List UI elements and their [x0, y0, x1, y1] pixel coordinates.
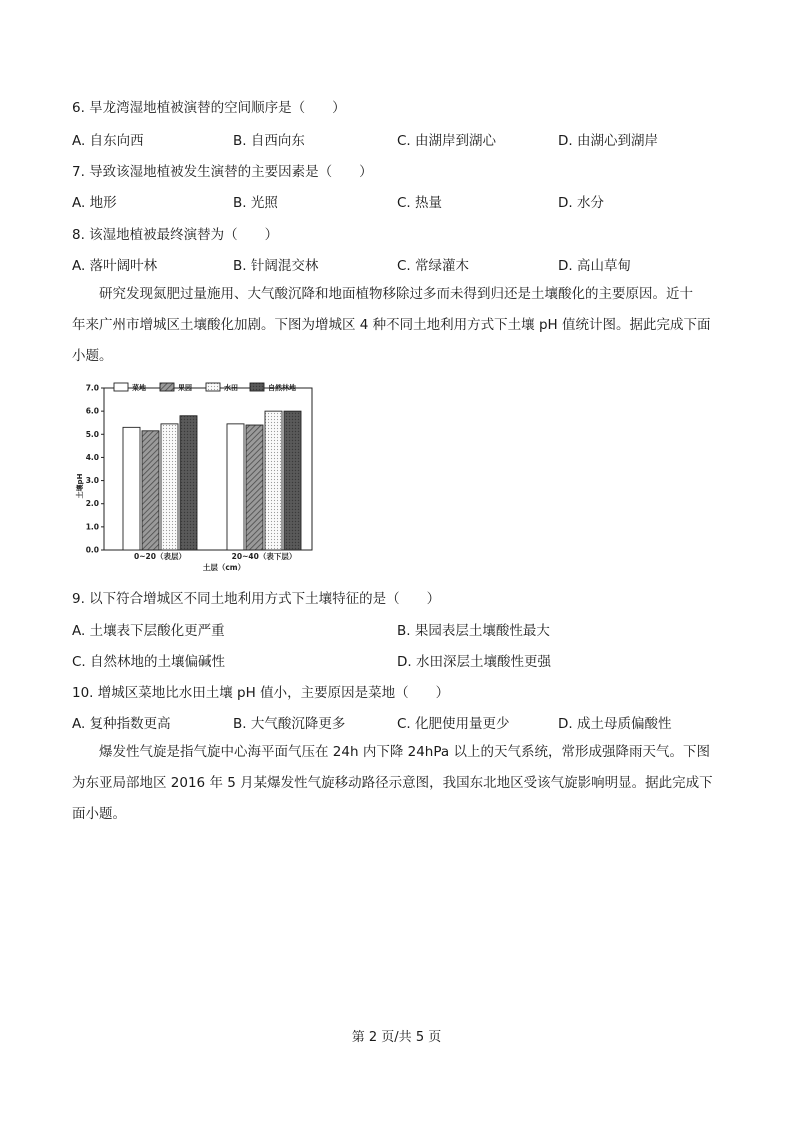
page-number-footer: 第 2 页/共 5 页: [351, 1030, 442, 1045]
question-8-option-a: A. 落叶阔叶林: [72, 258, 158, 274]
y-tick-label: 1.0: [85, 522, 99, 532]
question-7-option-d: D. 水分: [558, 195, 604, 211]
passage-2-line: 爆发性气旋是指气旋中心海平面气压在 24h 内下降 24hPa 以上的天气系统，常形成强降雨天气。下图: [99, 744, 710, 760]
y-tick-label: 2.0: [85, 499, 99, 509]
question-10-option-d: D. 成土母质偏酸性: [558, 716, 672, 732]
soil-ph-bar-chart: [72, 376, 332, 576]
passage-soil-acidification: [72, 279, 722, 372]
legend-label: 水田: [224, 384, 238, 392]
bar-3-group-2: [265, 411, 282, 550]
legend-swatch: [160, 383, 174, 391]
question-9-option-d: D. 水田深层土壤酸性更强: [397, 654, 551, 670]
legend-swatch: [114, 383, 128, 391]
question-6-option-b: B. 自西向东: [233, 133, 305, 149]
question-9-option-a: A. 土壤表下层酸化更严重: [72, 623, 225, 639]
passage-cyclone: [72, 737, 722, 830]
passage-2-line: 面小题。: [72, 806, 126, 822]
question-7-option-b: B. 光照: [233, 195, 278, 211]
bar-2-group-1: [142, 431, 159, 550]
question-8-option-b: B. 针阔混交林: [233, 258, 319, 274]
x-category-label: 0~20（表层）: [134, 552, 186, 561]
y-tick-label: 7.0: [85, 383, 99, 393]
legend-label: 果园: [178, 384, 192, 392]
passage-1-line: 小题。: [72, 348, 113, 364]
question-7-stem: 7. 导致该湿地植被发生演替的主要因素是（ ）: [72, 164, 373, 180]
question-6-option-c: C. 由湖岸到湖心: [397, 133, 497, 149]
question-8-option-c: C. 常绿灌木: [397, 258, 470, 274]
bar-4-group-1: [180, 416, 197, 550]
y-tick-label: 0.0: [85, 545, 99, 555]
bar-1-group-2: [227, 424, 244, 550]
y-tick-label: 6.0: [85, 406, 99, 416]
bar-3-group-1: [161, 424, 178, 550]
legend-label: 菜地: [132, 384, 146, 392]
question-10-option-a: A. 复种指数更高: [72, 716, 171, 732]
question-8-option-d: D. 高山草甸: [558, 258, 631, 274]
passage-1-line: 年来广州市增城区土壤酸化加剧。下图为增城区 4 种不同土地利用方式下土壤 pH 值统计图。据此完成下面: [72, 317, 711, 333]
y-tick-label: 3.0: [85, 476, 99, 486]
bar-2-group-2: [246, 425, 263, 550]
question-9-stem: 9. 以下符合增城区不同土地利用方式下土壤特征的是（ ）: [72, 591, 441, 607]
question-7-option-a: A. 地形: [72, 195, 117, 211]
question-6-option-d: D. 由湖心到湖岸: [558, 133, 658, 149]
bar-4-group-2: [284, 411, 301, 550]
passage-1-line: 研究发现氮肥过量施用、大气酸沉降和地面植物移除过多而未得到归还是土壤酸化的主要原因。近十: [99, 286, 693, 302]
y-axis-label: 土壤pH: [76, 473, 84, 499]
passage-2-line: 为东亚局部地区 2016 年 5 月某爆发性气旋移动路径示意图，我国东北地区受该气旋影响明显。据此完成下: [72, 775, 713, 791]
legend-swatch: [206, 383, 220, 391]
legend-swatch: [250, 383, 264, 391]
question-6-option-a: A. 自东向西: [72, 133, 144, 149]
question-10-option-c: C. 化肥使用量更少: [397, 716, 510, 732]
question-6-stem: 6. 旱龙湾湿地植被演替的空间顺序是（ ）: [72, 100, 346, 116]
question-7-option-c: C. 热量: [397, 195, 443, 211]
legend-label: 自然林地: [268, 384, 296, 392]
question-8-stem: 8. 该湿地植被最终演替为（ ）: [72, 227, 279, 243]
bar-1-group-1: [123, 427, 140, 550]
question-10-option-b: B. 大气酸沉降更多: [233, 716, 346, 732]
question-9-option-c: C. 自然林地的土壤偏碱性: [72, 654, 226, 670]
x-category-label: 20~40（表下层）: [231, 552, 297, 561]
question-10-stem: 10. 增城区菜地比水田土壤 pH 值小，主要原因是菜地（ ）: [72, 685, 450, 701]
y-tick-label: 4.0: [85, 452, 99, 462]
y-tick-label: 5.0: [85, 429, 99, 439]
question-9-option-b: B. 果园表层土壤酸性最大: [397, 623, 550, 639]
x-axis-label: 土层（cm）: [202, 563, 246, 572]
